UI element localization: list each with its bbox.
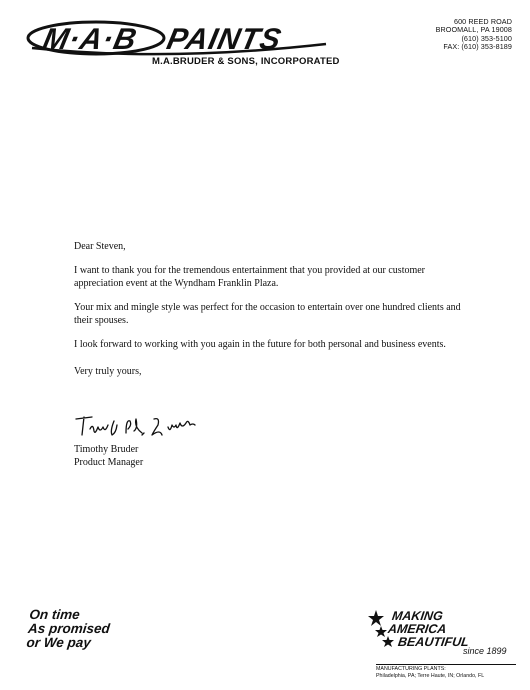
letterhead bbox=[0, 0, 530, 90]
paragraph: Your mix and mingle style was perfect for the occasion to entertain over one hundred clients and their spouses. bbox=[74, 302, 461, 326]
paragraph: I want to thank you for the tremendous entertainment that you provided at our customer appreciation event at the Wyndham Franklin Plaza. bbox=[74, 265, 426, 289]
plants-list: Philadelphia, PA; Terre Haute, IN; Orlando, FL bbox=[376, 673, 485, 679]
letter-body bbox=[74, 240, 474, 378]
signer-title: Product Manager bbox=[74, 457, 144, 468]
slogan-america: AMERICA bbox=[387, 622, 448, 636]
promise-slogan bbox=[26, 608, 170, 650]
fax-line: FAX: (610) 353-8189 bbox=[443, 42, 512, 52]
since-year: since 1899 bbox=[463, 646, 507, 656]
brand-slogan bbox=[368, 608, 518, 658]
address-line: 600 REED ROAD bbox=[453, 17, 512, 26]
salutation: Dear Steven, bbox=[74, 241, 126, 252]
svg-text:M·A·B: M·A·B bbox=[39, 23, 141, 56]
closing: Very truly yours, bbox=[74, 366, 142, 377]
company-logo bbox=[26, 18, 346, 78]
promise-line: or We pay bbox=[25, 635, 92, 650]
promise-line: As promised bbox=[27, 621, 111, 636]
company-address bbox=[436, 18, 512, 52]
company-name: M.A.BRUDER & SONS, INCORPORATED bbox=[152, 56, 340, 67]
svg-text:PAINTS: PAINTS bbox=[163, 23, 285, 56]
phone-line: (610) 353-5100 bbox=[461, 33, 512, 43]
manufacturing-plants bbox=[376, 664, 516, 680]
handwritten-signature bbox=[74, 411, 214, 441]
promise-line: On time bbox=[28, 607, 81, 622]
slogan-making: MAKING bbox=[391, 609, 444, 623]
signer-name: Timothy Bruder bbox=[74, 444, 139, 455]
plants-label: MANUFACTURING PLANTS: bbox=[376, 666, 446, 672]
signer-block bbox=[74, 443, 143, 469]
paragraph: I look forward to working with you again in the future for both personal and business events. bbox=[74, 339, 446, 350]
logo-swoosh-icon bbox=[26, 18, 346, 58]
slogan-beautiful: BEAUTIFUL bbox=[397, 635, 470, 649]
address-line: BROOMALL, PA 19008 bbox=[435, 25, 512, 35]
